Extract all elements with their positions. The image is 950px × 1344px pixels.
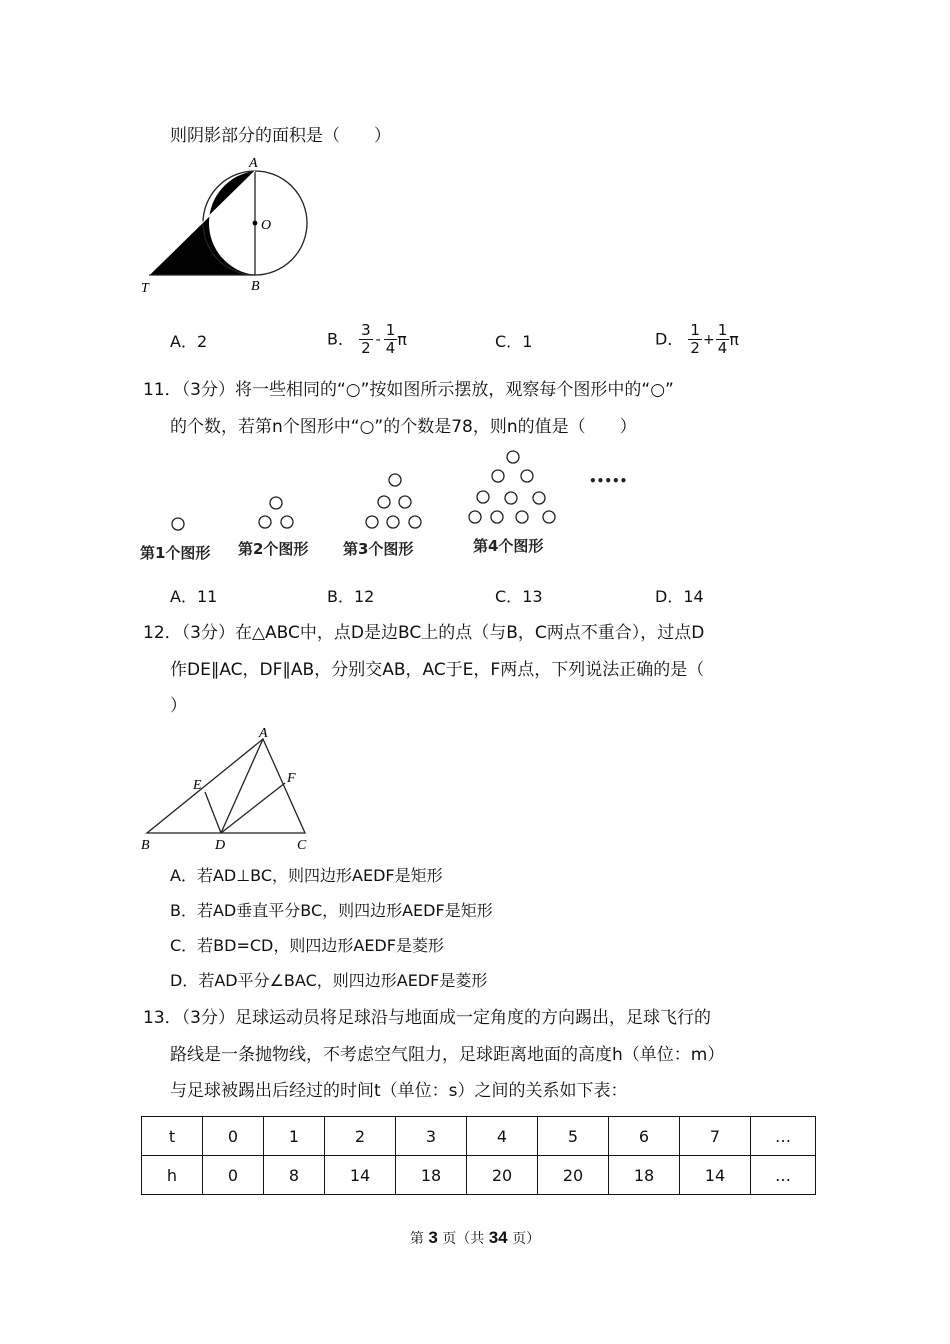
q11-fig3-circle: [378, 496, 390, 508]
q10-option-a: [170, 331, 207, 353]
q13-line3: 与足球被踢出后经过的时间t（单位：s）之间的关系如下表：: [170, 1081, 628, 1101]
q10-option-c: [495, 331, 532, 353]
q13-cell: 1: [264, 1117, 325, 1156]
q12-segment-df: [221, 783, 285, 833]
q10-option-d: [655, 322, 739, 357]
q11-fig4-circle: [521, 470, 533, 482]
q11-option-d-text: 14: [683, 587, 704, 606]
q10-text: 则阴影部分的面积是（ ）: [170, 126, 391, 146]
q13-cell: 5: [538, 1117, 609, 1156]
q13-cell: 3: [396, 1117, 467, 1156]
q13-cell: 8: [264, 1156, 325, 1195]
q10-label-t: T: [141, 281, 149, 296]
q11-fig4-circle: [533, 492, 545, 504]
q12-segment-de: [205, 792, 221, 833]
q13-cell: 0: [203, 1117, 264, 1156]
q13-cell: …: [751, 1156, 816, 1195]
footer-pre: 第: [409, 1231, 424, 1247]
q11-fig4-circle: [491, 511, 503, 523]
q10-option-b: [327, 322, 407, 357]
q12-label-b: B: [141, 838, 150, 853]
q11-fig2-circle: [270, 497, 282, 509]
q10-b-num1: 3: [361, 321, 371, 339]
q13-cell: 14: [680, 1156, 751, 1195]
q11-option-a-text: 11: [196, 587, 218, 606]
q11-option-b-letter: B．: [327, 587, 354, 606]
q11-fig3-circle: [399, 496, 411, 508]
q11-fig4-circle: [543, 511, 555, 523]
q12-option-a: A．若AD⊥BC，则四边形AEDF是矩形: [170, 866, 443, 885]
q10-label-o: O: [261, 218, 272, 233]
q12-option-d: D．若AD平分∠BAC，则四边形AEDF是菱形: [170, 971, 488, 990]
q11-option-b-text: 12: [353, 587, 375, 606]
q13-cell: 4: [467, 1117, 538, 1156]
q12-label-e: E: [193, 778, 202, 793]
page-footer: [0, 1228, 950, 1248]
q10-option-b-frac1: [359, 322, 373, 357]
q11-option-a-letter: A．: [170, 587, 197, 606]
q12-line1: 12．（3分）在△ABC中，点D是边BC上的点（与B，C两点不重合），过点D: [143, 623, 705, 643]
q11-fig3-circle: [389, 474, 401, 486]
q11-fig3-circle: [409, 516, 421, 528]
footer-post: 页）: [512, 1231, 541, 1247]
q11-line2: 的个数，若第n个图形中“○”的个数是78，则n的值是（ ）: [170, 417, 637, 437]
q10-d-pi: π: [729, 329, 739, 349]
q13-table-row-h: [142, 1156, 816, 1195]
q12-segment-ad: [221, 739, 263, 833]
q10-option-b-frac2: [384, 322, 398, 357]
q12-label-a: A: [259, 726, 268, 741]
q10-d-num2: 1: [717, 321, 728, 339]
q10-label-a: A: [249, 156, 258, 171]
q11-fig3-circle: [387, 516, 399, 528]
q11-fig4-circle: [469, 511, 481, 523]
footer-total-pages: 34: [488, 1228, 508, 1247]
q12-line2: 作DE∥AC，DF∥AB，分别交AB，AC于E，F两点，下列说法正确的是（: [170, 660, 705, 680]
q11-label-3: 第3个图形: [343, 540, 414, 558]
q11-fig4-circle: [507, 451, 519, 463]
q10-d-op: +: [702, 331, 715, 348]
q10-d-den2: 4: [717, 339, 728, 357]
q11-fig2-circle: [281, 516, 293, 528]
q10-d-num1: 1: [690, 321, 700, 339]
q10-b-den2: 4: [385, 339, 396, 357]
q12-option-b: B．若AD垂直平分BC，则四边形AEDF是矩形: [170, 901, 493, 920]
q13-table: [141, 1116, 816, 1195]
q11-option-d: [655, 586, 704, 608]
q11-option-c-text: 13: [522, 587, 543, 606]
q11-label-2: 第2个图形: [238, 540, 309, 558]
q13-cell: h: [142, 1156, 203, 1195]
q10-option-a-letter: A．: [170, 332, 197, 351]
q13-table-row-t: [142, 1117, 816, 1156]
q11-option-c: [495, 586, 543, 608]
q11-label-4: 第4个图形: [473, 537, 544, 555]
q11-fig4-circle: [477, 491, 489, 503]
q13-cell: 18: [609, 1156, 680, 1195]
q13-cell: 0: [203, 1156, 264, 1195]
q10-option-d-frac1: [688, 322, 702, 357]
q11-fig4-circle: [492, 470, 504, 482]
q10-b-den1: 2: [361, 339, 371, 357]
footer-page-number: 3: [428, 1228, 438, 1247]
q13-cell: …: [751, 1117, 816, 1156]
q13-cell: 18: [396, 1156, 467, 1195]
q12-option-c: C．若BD=CD，则四边形AEDF是菱形: [170, 936, 444, 955]
q10-b-num2: 1: [385, 321, 396, 339]
q12-label-c: C: [297, 838, 307, 853]
q10-center-dot: [253, 221, 258, 226]
q12-label-f: F: [287, 771, 296, 786]
q10-figure: [135, 152, 320, 300]
q13-cell: 7: [680, 1117, 751, 1156]
q11-fig2-circle: [259, 516, 271, 528]
q11-option-a: [170, 586, 217, 608]
q10-label-b: B: [251, 279, 260, 294]
q13-cell: 20: [538, 1156, 609, 1195]
q11-option-c-letter: C．: [495, 587, 523, 606]
q12-line3: ）: [170, 696, 187, 716]
q10-option-c-letter: C．: [495, 332, 523, 351]
q13-cell: t: [142, 1117, 203, 1156]
q12-label-d: D: [215, 838, 226, 853]
q10-option-c-text: 1: [522, 332, 533, 351]
q13-cell: 14: [325, 1156, 396, 1195]
q13-line1: 13．（3分）足球运动员将足球沿与地面成一定角度的方向踢出，足球飞行的: [143, 1008, 711, 1028]
q11-line1: 11．（3分）将一些相同的“○”按如图所示摆放，观察每个图形中的“○”: [143, 380, 674, 400]
q13-cell: 2: [325, 1117, 396, 1156]
q11-fig4-circle: [505, 492, 517, 504]
q11-fig4-circle: [516, 511, 528, 523]
footer-mid: 页（共: [442, 1231, 485, 1247]
q13-cell: 6: [609, 1117, 680, 1156]
q10-option-d-letter: D．: [655, 329, 684, 349]
q13-cell: 20: [467, 1156, 538, 1195]
q10-b-op: -: [375, 331, 381, 348]
q11-fig1-circle: [172, 518, 184, 530]
q13-line2: 路线是一条抛物线，不考虑空气阻力，足球距离地面的高度h（单位：m）: [170, 1045, 725, 1065]
q10-option-a-text: 2: [196, 332, 208, 351]
q10-d-den1: 2: [690, 339, 700, 357]
q11-fig3-circle: [366, 516, 378, 528]
q10-option-b-letter: B．: [327, 329, 354, 349]
q12-figure: [135, 725, 320, 855]
q11-option-d-letter: D．: [655, 587, 684, 606]
q10-option-d-frac2: [716, 322, 730, 357]
q10-b-pi: π: [397, 329, 407, 349]
q11-figure: [135, 445, 635, 570]
q11-option-b: [327, 586, 374, 608]
q11-ellipsis: •••••: [589, 474, 628, 488]
q11-label-1: 第1个图形: [140, 544, 211, 562]
